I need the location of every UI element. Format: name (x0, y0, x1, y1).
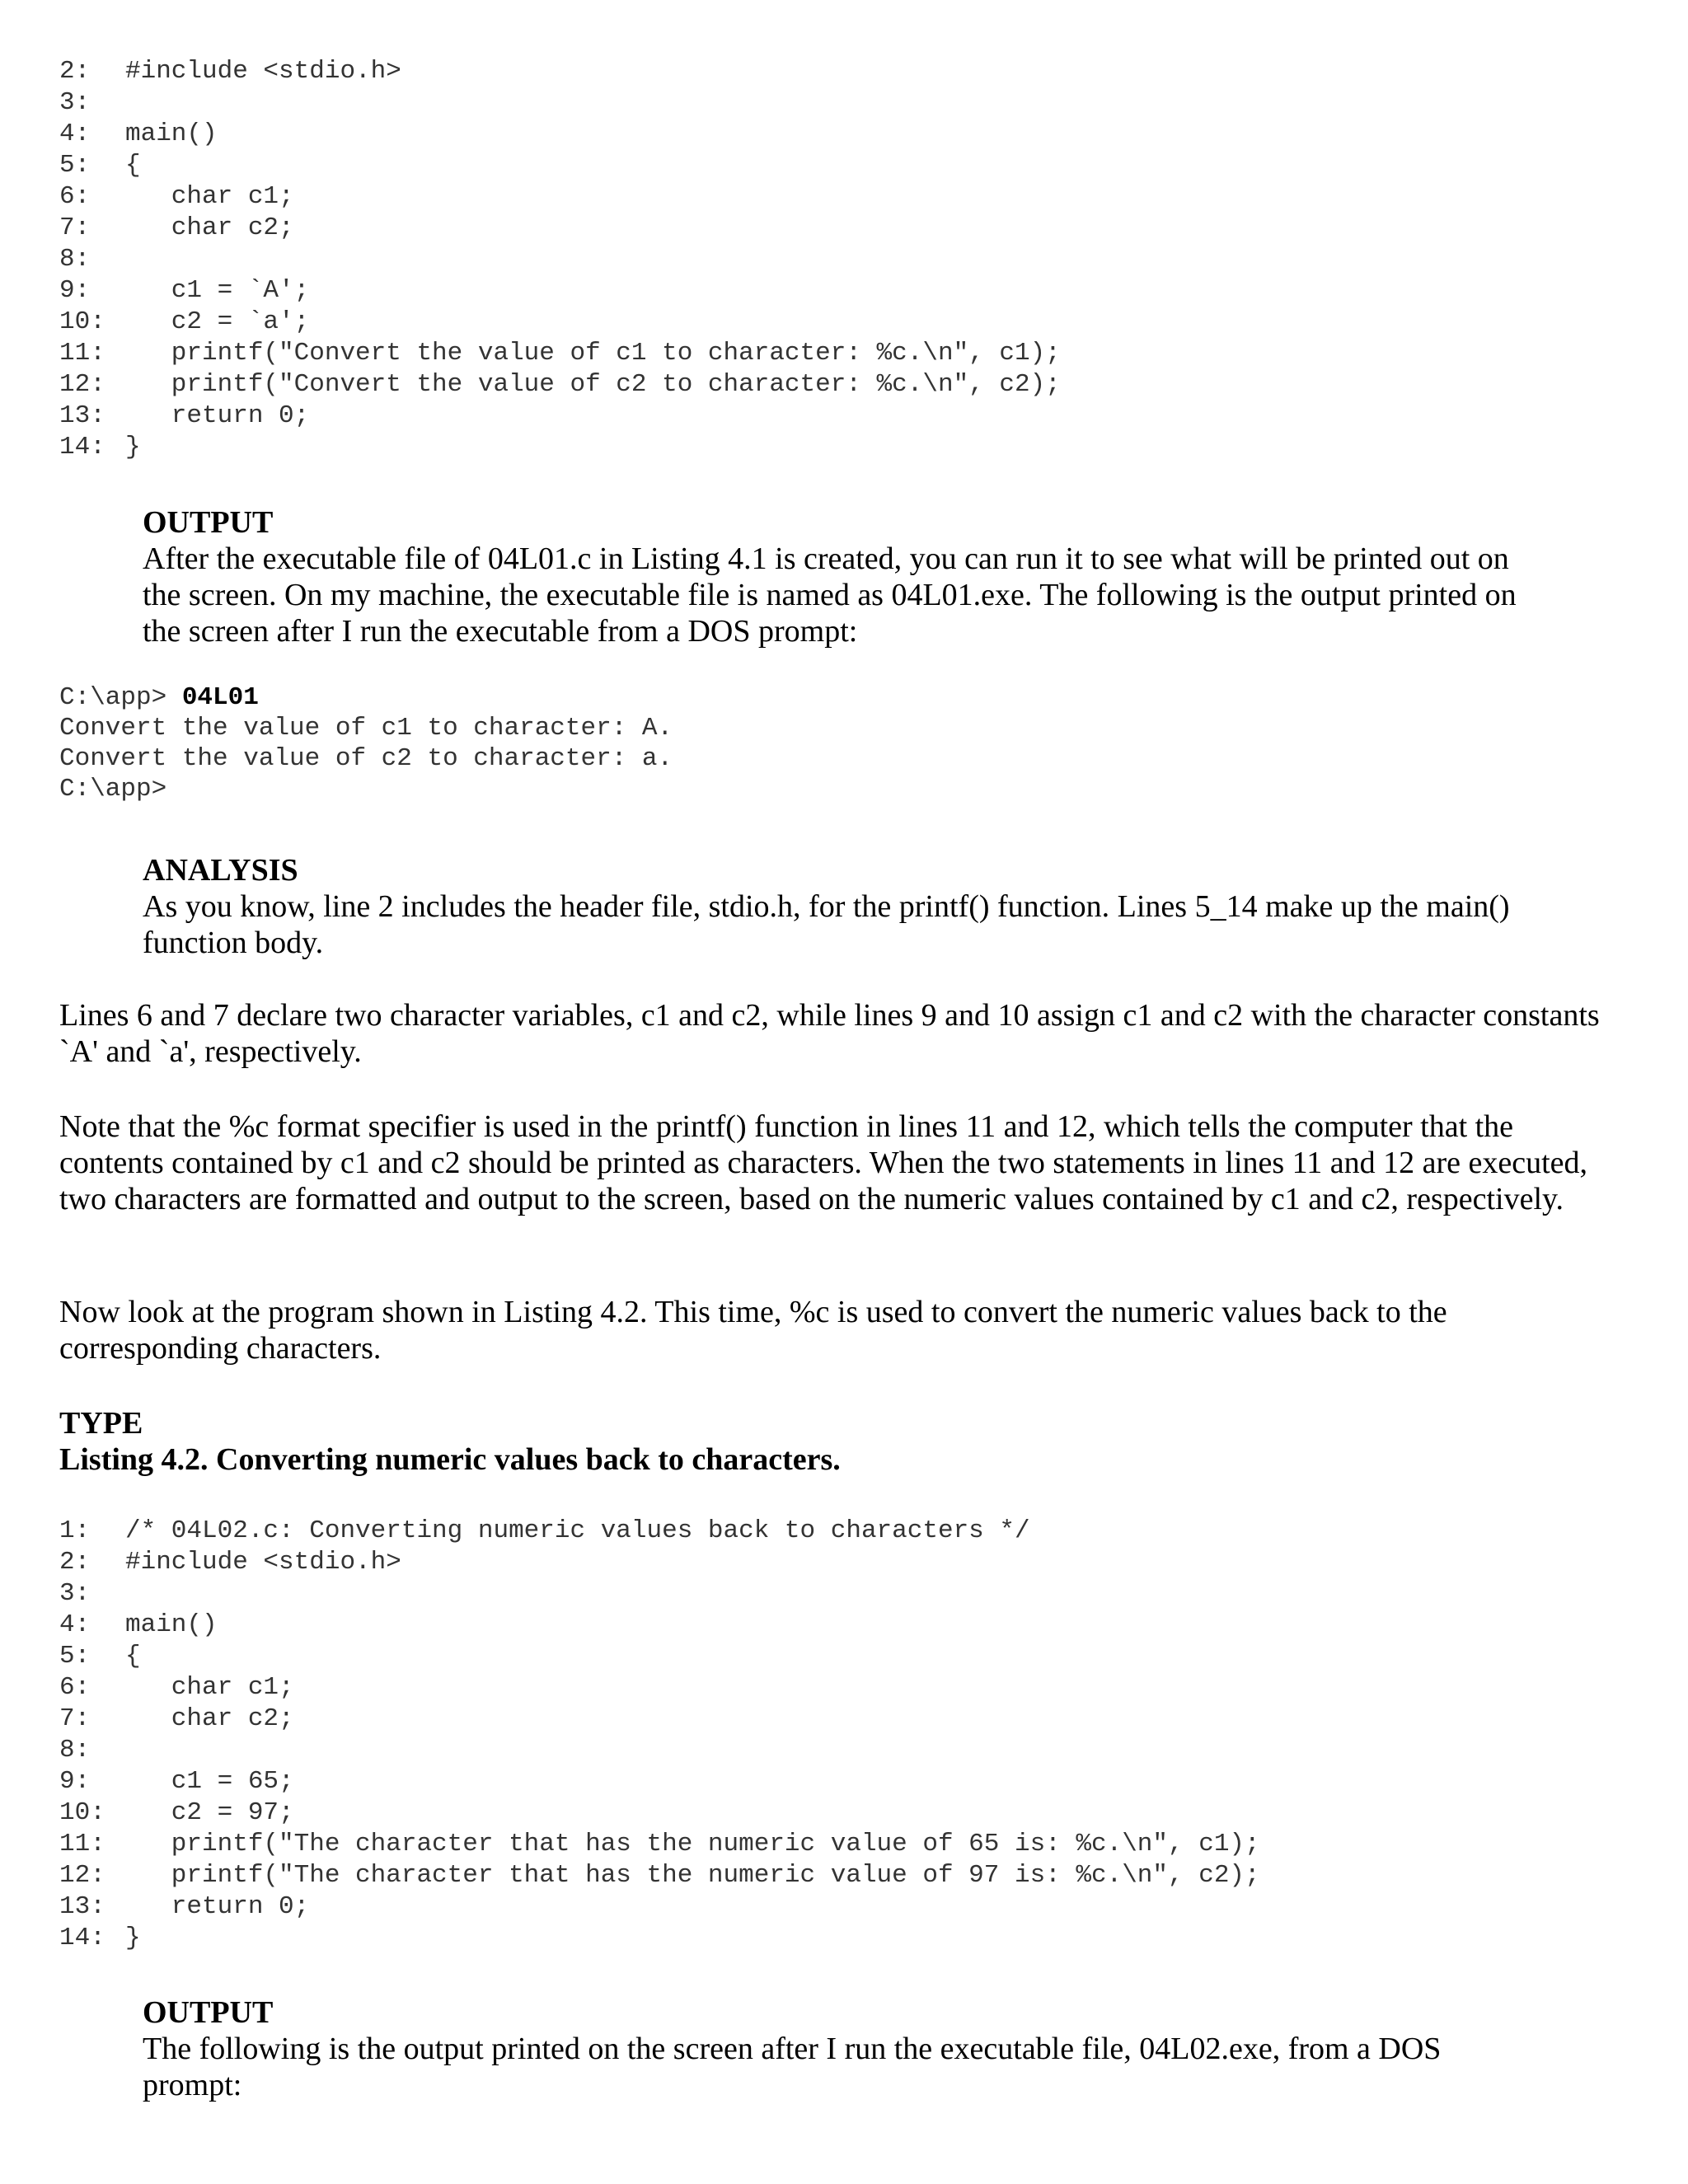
console-line: Convert the value of c2 to character: a. (59, 744, 673, 773)
code-text: c1 = 65; (125, 1767, 294, 1796)
analysis-text: As you know, line 2 includes the header file, stdio.h, for the printf() function. Lines 5_14 make up the main() function body. (143, 889, 1510, 960)
code-text: /* 04L02.c: Converting numeric values back to characters */ (125, 1516, 1030, 1545)
line-number: 14: (59, 1924, 106, 1952)
code-text: main() (125, 1610, 218, 1639)
body-paragraph-2: Note that the %c format specifier is used in the printf() function in lines 11 and 12, which tells the computer that the contents contained by c1 and c2 should be printed as characters. When the two statements in lines 11 and 12 are executed, two characters are formatted and output to the screen, based on the numeric values contained by c1 and c2, respectively. (59, 1109, 1588, 1216)
code-line (59, 1891, 1260, 1923)
output-section-1 (143, 504, 1544, 649)
code-line (59, 1578, 1260, 1610)
output-heading: OUTPUT (143, 1995, 274, 2030)
line-number: 13: (59, 1892, 106, 1921)
code-text: char c1; (125, 1673, 294, 1702)
code-text: printf("The character that has the numeric value of 65 is: %c.\n", c1); (125, 1830, 1260, 1858)
body-paragraph-3: Now look at the program shown in Listing 4.2. This time, %c is used to convert the numeric values back to the corresponding characters. (59, 1295, 1447, 1366)
type-section (59, 1405, 1625, 1478)
line-number: 10: (59, 1798, 106, 1827)
code-line (59, 1923, 1260, 1954)
analysis-section (143, 852, 1544, 961)
line-number: 6: (59, 182, 91, 211)
code-line (59, 119, 1061, 150)
code-listing-4-1 (59, 56, 1061, 463)
code-text: c2 = `a'; (125, 307, 310, 336)
line-number: 3: (59, 88, 91, 117)
code-line (59, 1610, 1260, 1641)
code-line (59, 56, 1061, 87)
code-text: { (125, 151, 141, 180)
output-heading: OUTPUT (143, 505, 274, 540)
output-description: After the executable file of 04L01.c in Listing 4.1 is created, you can run it to see what will be printed out on the screen. On my machine, the executable file is named as 04L01.exe. The following is the output printed on the screen after I run the executable from a DOS prompt: (143, 541, 1517, 649)
code-line (59, 401, 1061, 432)
console-line: Convert the value of c1 to character: A. (59, 714, 673, 743)
line-number: 2: (59, 57, 91, 86)
code-text: main() (125, 120, 218, 148)
code-line (59, 1516, 1260, 1547)
code-line (59, 338, 1061, 369)
code-text: return 0; (125, 1892, 310, 1921)
code-text: char c1; (125, 182, 294, 211)
code-text: } (125, 1924, 141, 1952)
code-line (59, 432, 1061, 463)
code-line (59, 1829, 1260, 1860)
console-command-line (59, 682, 673, 713)
line-number: 7: (59, 1704, 91, 1733)
code-line (59, 87, 1061, 119)
analysis-heading: ANALYSIS (143, 853, 298, 888)
output-description: The following is the output printed on the screen after I run the executable file, 04L02.exe, from a DOS prompt: (143, 2032, 1442, 2102)
type-heading: TYPE (59, 1406, 143, 1441)
code-text: char c2; (125, 213, 294, 242)
line-number: 11: (59, 339, 106, 368)
code-text: c2 = 97; (125, 1798, 294, 1827)
line-number: 8: (59, 1736, 91, 1765)
line-number: 4: (59, 1610, 91, 1639)
line-number: 7: (59, 213, 91, 242)
output-section-2 (143, 1994, 1544, 2103)
code-line (59, 369, 1061, 401)
console-end-prompt: C:\app> (59, 775, 167, 804)
code-text: c1 = `A'; (125, 276, 310, 305)
code-text: printf("Convert the value of c1 to character: %c.\n", c1); (125, 339, 1061, 368)
code-line (59, 181, 1061, 213)
line-number: 10: (59, 307, 106, 336)
console-prompt: C:\app> (59, 683, 182, 712)
code-text: printf("The character that has the numeric value of 97 is: %c.\n", c2); (125, 1861, 1260, 1890)
code-line (59, 150, 1061, 181)
line-number: 9: (59, 1767, 91, 1796)
line-number: 13: (59, 401, 106, 430)
code-text: { (125, 1642, 141, 1671)
code-text: printf("Convert the value of c2 to character: %c.\n", c2); (125, 370, 1061, 399)
console-output-1 (59, 682, 673, 804)
code-line (59, 1860, 1260, 1891)
line-number: 8: (59, 245, 91, 274)
line-number: 3: (59, 1579, 91, 1608)
code-line (59, 1672, 1260, 1704)
listing-title: Listing 4.2. Converting numeric values back to characters. (59, 1442, 841, 1477)
code-line (59, 1766, 1260, 1797)
code-line (59, 275, 1061, 307)
code-line (59, 307, 1061, 338)
code-line (59, 1735, 1260, 1766)
line-number: 12: (59, 1861, 106, 1890)
code-line (59, 244, 1061, 275)
code-listing-4-2 (59, 1516, 1260, 1954)
line-number: 11: (59, 1830, 106, 1858)
code-line (59, 1797, 1260, 1829)
line-number: 5: (59, 151, 91, 180)
line-number: 1: (59, 1516, 91, 1545)
code-text: #include <stdio.h> (125, 57, 401, 86)
line-number: 5: (59, 1642, 91, 1671)
line-number: 9: (59, 276, 91, 305)
code-line (59, 1704, 1260, 1735)
code-line (59, 1547, 1260, 1578)
code-line (59, 213, 1061, 244)
body-paragraph-1: Lines 6 and 7 declare two character variables, c1 and c2, while lines 9 and 10 assign c1 and c2 with the character constants `A' and `a', respectively. (59, 998, 1600, 1069)
line-number: 12: (59, 370, 106, 399)
console-command: 04L01 (181, 683, 259, 712)
line-number: 4: (59, 120, 91, 148)
code-text: #include <stdio.h> (125, 1548, 401, 1577)
code-text: return 0; (125, 401, 310, 430)
line-number: 14: (59, 433, 106, 462)
line-number: 6: (59, 1673, 91, 1702)
line-number: 2: (59, 1548, 91, 1577)
code-line (59, 1641, 1260, 1672)
code-text: } (125, 433, 141, 462)
code-text: char c2; (125, 1704, 294, 1733)
